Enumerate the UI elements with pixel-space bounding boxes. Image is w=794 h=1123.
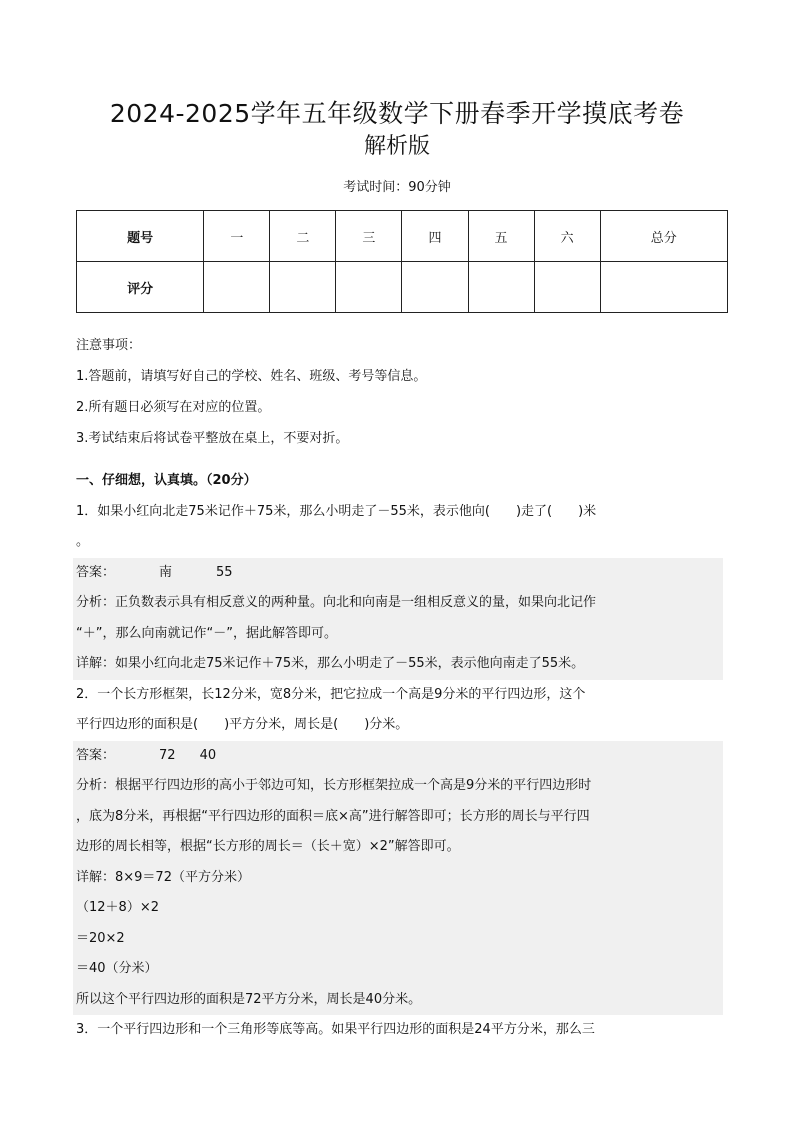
answer-value: 40 [199,747,217,763]
score-row-label: 评分 [77,262,204,313]
score-cell-part-1: 一 [204,211,270,262]
question-1-text-cont: 。 [76,534,90,549]
question-2-answer [73,741,723,772]
question-2-analysis-cont: ，底为8分米，再根据“平行四边形的面积＝底×高”进行解答即可；长方形的周长与平行四 [73,802,723,833]
question-2-detail: ＝20×2 [73,924,723,955]
score-blank [402,262,468,313]
question-3-text: 3．一个平行四边形和一个三角形等底等高。如果平行四边形的面积是24平方分米，那么三 [76,1022,595,1037]
question-1-answer [73,558,723,589]
question-2-analysis: 分析：根据平行四边形的高小于邻边可知，长方形框架拉成一个高是9分米的平行四边形时 [73,771,723,802]
score-table [76,210,728,313]
notes-item: 2.所有题日必须写在对应的位置。 [76,400,271,415]
score-cell-part-6: 六 [534,211,600,262]
question-1-analysis: 分析：正负数表示具有相反意义的两种量。向北和向南是一组相反意义的量，如果向北记作 [73,588,723,619]
answer-label: 答案： [76,747,116,763]
question-2-detail: （12＋8）×2 [73,893,723,924]
answer-value: 55 [216,564,233,580]
section-1 [76,466,726,1046]
notes-item: 1.答题前，请填写好自己的学校、姓名、班级、考号等信息。 [76,369,427,384]
score-blank [468,262,534,313]
score-cell-part-4: 四 [402,211,468,262]
score-cell-total: 总分 [600,211,727,262]
answer-label: 答案： [76,564,116,580]
score-cell-part-5: 五 [468,211,534,262]
score-blank [600,262,727,313]
score-cell-label: 题号 [77,211,204,262]
answer-value: 72 [159,747,176,763]
question-1-analysis-cont: “＋”，那么向南就记作“－”，据此解答即可。 [73,619,723,650]
exam-title: 2024-2025学年五年级数学下册春季开学摸底考卷 [109,99,685,128]
score-blank [336,262,402,313]
answer-value: 南 [159,564,173,580]
notes-section [76,330,726,454]
score-cell-part-2: 二 [270,211,336,262]
question-1-text: 1．如果小红向北走75米记作＋75米，那么小明走了－55米，表示他向( )走了( )米 [76,503,597,519]
question-2-detail: 所以这个平行四边形的面积是72平方分米，周长是40分米。 [73,985,723,1016]
question-2-analysis-cont: 边形的周长相等，根据“长方形的周长＝（长＋宽）×2”解答即可。 [73,832,723,863]
exam-time: 考试时间：90分钟 [343,180,451,195]
score-cell-part-3: 三 [336,211,402,262]
question-1-detail: 详解：如果小红向北走75米记作＋75米，那么小明走了－55米，表示他向南走了55米。 [73,649,723,680]
score-blank [270,262,336,313]
question-2-detail: 详解：8×9＝72（平方分米） [73,863,723,894]
question-2-text: 2．一个长方形框架，长12分米，宽8分米，把它拉成一个高是9分米的平行四边形，这个 [76,686,586,702]
notes-item: 3.考试结束后将试卷平整放在桌上，不要对折。 [76,431,349,446]
section-heading: 一、仔细想，认真填。（20分） [76,473,257,488]
score-blank [534,262,600,313]
question-2-detail: ＝40（分米） [73,954,723,985]
score-table-header-row [77,211,728,262]
notes-heading: 注意事项： [76,338,142,353]
exam-subtitle: 解析版 [363,134,430,159]
question-2-text-cont: 平行四边形的面积是( )平方分米，周长是( )分米。 [76,717,409,732]
score-blank [204,262,270,313]
score-table-score-row [77,262,728,313]
